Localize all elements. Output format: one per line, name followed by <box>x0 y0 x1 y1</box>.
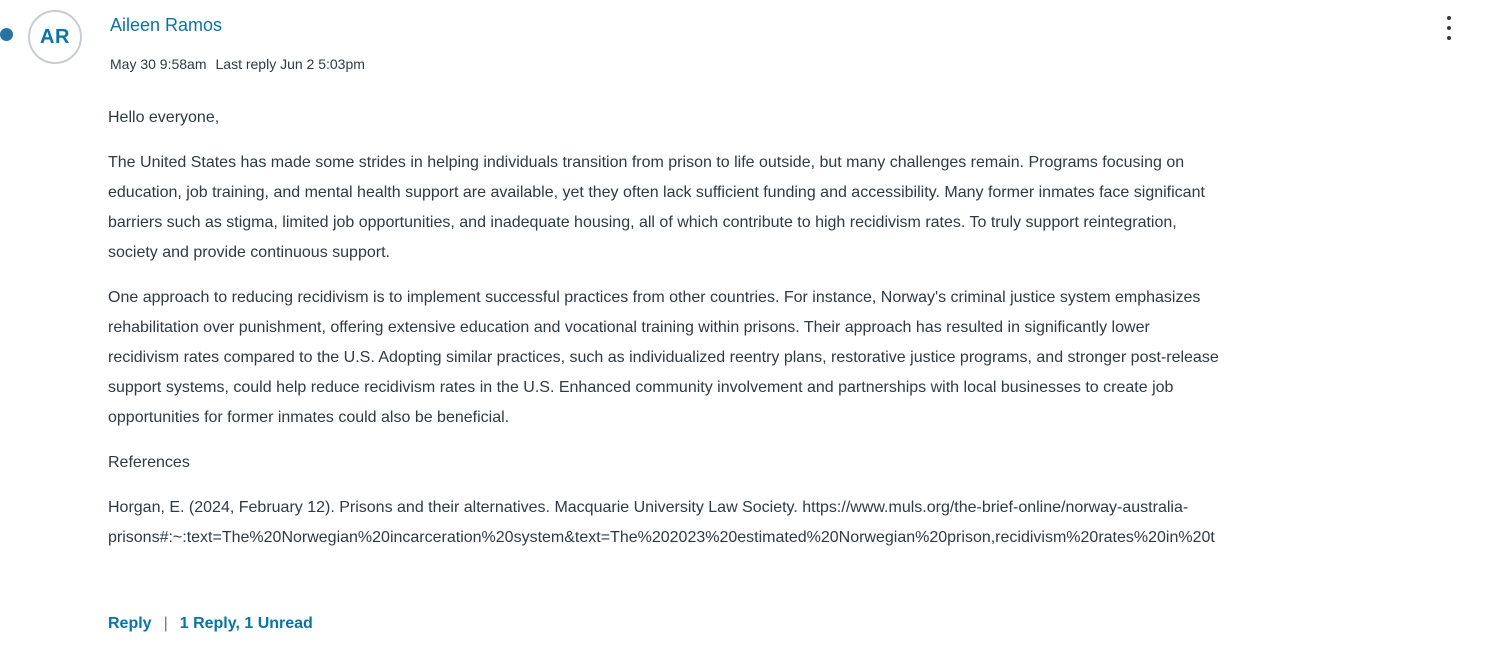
post-text-line: The United States has made some strides in helping individuals transition from prison to life outside, but many challenges remain. Programs focusing on <box>108 154 1185 171</box>
references-heading: References <box>108 454 190 471</box>
post-paragraph-1 <box>108 148 1503 268</box>
post-text-line: recidivism rates compared to the U.S. Adopting similar practices, such as individualized reentry plans, restorative justice programs, and stronger post-release <box>108 349 1219 366</box>
last-reply-date: Last reply Jun 2 5:03pm <box>215 56 365 72</box>
reply-button[interactable]: Reply <box>108 615 152 632</box>
post-paragraph-2 <box>108 283 1503 433</box>
post-text-line: One approach to reducing recidivism is to implement successful practices from other countries. For instance, Norway's criminal justice system emphasizes <box>108 289 1201 306</box>
footer-separator: | <box>163 615 168 632</box>
post-footer <box>108 615 313 633</box>
post-text-line: education, job training, and mental health support are available, yet they often lack sufficient funding and accessibility. Many former inmates face significant <box>108 184 1205 201</box>
post-text-line: Hello everyone, <box>108 109 220 126</box>
post-text-line: rehabilitation over punishment, offering extensive education and vocational training within prisons. Their approach has resulted in significantly lower <box>108 319 1150 336</box>
kebab-dot-icon <box>1447 36 1451 40</box>
unread-indicator-dot[interactable] <box>0 28 13 41</box>
post-text-line: support systems, could help reduce recidivism rates in the U.S. Enhanced community involvement and partnerships with local businesses to create job <box>108 379 1174 396</box>
post-paragraph-greeting <box>108 103 1503 133</box>
avatar <box>28 10 82 64</box>
replies-unread-link[interactable]: 1 Reply, 1 Unread <box>179 615 313 632</box>
post-text-line: prisons#:~:text=The%20Norwegian%20incarceration%20system&text=The%202023%20estimated%20Norwegian%20prison,recidivism%20rates%20in%20t <box>108 529 1215 546</box>
kebab-menu-button[interactable] <box>1438 9 1460 47</box>
post-text-line: society and provide continuous support. <box>108 244 390 261</box>
post-paragraph-references-heading <box>108 448 1503 478</box>
posted-date: May 30 9:58am <box>110 56 207 72</box>
post-paragraph-reference-citation <box>108 493 1503 553</box>
post-text-line: Horgan, E. (2024, February 12). Prisons and their alternatives. Macquarie University Law Society. https://www.muls.org/the-brief-online/norway-australia- <box>108 499 1189 516</box>
post-body <box>108 103 1503 568</box>
avatar-initials: AR <box>40 25 70 48</box>
post-text-line: barriers such as stigma, limited job opportunities, and inadequate housing, all of which contribute to high recidivism rates. To truly support reintegration, <box>108 214 1177 231</box>
kebab-dot-icon <box>1447 26 1451 30</box>
kebab-dot-icon <box>1447 16 1451 20</box>
author-link[interactable]: Aileen Ramos <box>110 15 223 35</box>
timestamp <box>110 56 365 72</box>
post-text-line: opportunities for former inmates could also be beneficial. <box>108 409 510 426</box>
